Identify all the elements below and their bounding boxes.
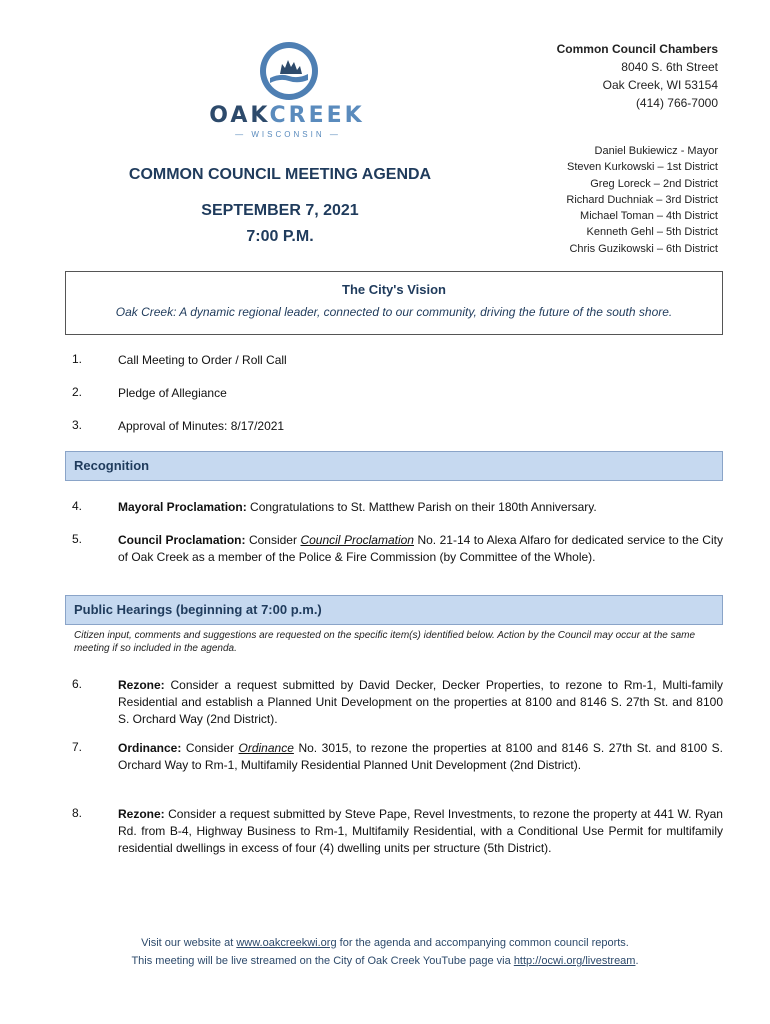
agenda-item-4: Mayoral Proclamation: Congratulations to St. Matthew Parish on their 180th Anniversary.	[118, 500, 597, 514]
footer-livestream-line: This meeting will be live streamed on the City of Oak Creek YouTube page via http://ocwi.org/livestream.	[131, 955, 639, 967]
footer-website-line: Visit our website at www.oakcreekwi.org for the agenda and accompanying common council reports.	[141, 937, 629, 949]
phone-number: (414) 766-7000	[635, 96, 718, 110]
section-recognition: Recognition	[65, 451, 723, 481]
item-number: 1.	[72, 352, 83, 366]
item-number: 6.	[72, 677, 83, 691]
item-number: 5.	[72, 532, 83, 546]
council-member: Chris Guzikowski – 6th District	[569, 242, 718, 255]
item-number: 4.	[72, 499, 83, 513]
logo-subtitle: — WISCONSIN —	[235, 130, 341, 139]
agenda-item: Call Meeting to Order / Roll Call	[118, 353, 287, 367]
hearing-note: Citizen input, comments and suggestions are requested on the specific item(s) identified below. Action by the Council may occur at the same meeting if so included in the agenda.	[74, 630, 696, 654]
council-member: Greg Loreck – 2nd District	[590, 177, 718, 190]
item-number: 2.	[72, 385, 83, 399]
council-member: Richard Duchniak – 3rd District	[566, 193, 718, 206]
section-public-hearings: Public Hearings (beginning at 7:00 p.m.)	[65, 595, 723, 625]
item-number: 3.	[72, 418, 83, 432]
agenda-title: COMMON COUNCIL MEETING AGENDA	[128, 166, 432, 183]
city-address: Oak Creek, WI 53154	[602, 78, 718, 92]
vision-statement: Oak Creek: A dynamic regional leader, connected to our community, driving the future of the south shore.	[115, 305, 673, 319]
council-members-list	[566, 143, 718, 257]
council-member: Kenneth Gehl – 5th District	[586, 226, 718, 239]
logo-wordmark: OAKCREEK	[209, 103, 365, 128]
council-member: Michael Toman – 4th District	[580, 210, 718, 223]
street-address: 8040 S. 6th Street	[621, 60, 718, 74]
agenda-item-8: Rezone: Consider a request submitted by Steve Pape, Revel Investments, to rezone the property at 441 W. Ryan Rd. from B-4, Highway Business to Rm-1, Multifamily Residential, with a Conditional Use Permit for multifamily residential dwellings in excess of four (4) dwelling units per structure (5th District).	[118, 807, 723, 855]
agenda-item-5: Council Proclamation: Consider Council Proclamation No. 21-14 to Alexa Alfaro for dedicated service to the City of Oak Creek as a member of the Police & Fire Commission (by Committee of the Whole).	[118, 533, 723, 564]
vision-box	[65, 271, 723, 335]
ordinance-link[interactable]: Ordinance	[238, 741, 294, 755]
agenda-item: Pledge of Allegiance	[118, 386, 227, 400]
item-number: 8.	[72, 806, 83, 820]
agenda-item-7: Ordinance: Consider Ordinance No. 3015, to rezone the properties at 8100 and 8146 S. 27th St. and 8100 S. Orchard Way to Rm-1, Multifamily Residential Planned Unit Development (2nd District).	[118, 741, 724, 772]
meeting-date: SEPTEMBER 7, 2021	[201, 202, 359, 219]
chambers-label: Common Council Chambers	[556, 42, 718, 56]
agenda-item-6: Rezone: Consider a request submitted by David Decker, Decker Properties, to rezone to Rm-1, Multi-family Residential and establish a Planned Unit Development on the properties at 8100 and 8146 S. 27th St. and 8100 S. Orchard Way (2nd District).	[118, 678, 723, 726]
item-number: 7.	[72, 740, 83, 754]
council-proclamation-link[interactable]: Council Proclamation	[300, 533, 414, 547]
council-member: Daniel Bukiewicz - Mayor	[594, 145, 718, 157]
vision-title: The City's Vision	[342, 282, 446, 297]
agenda-item: Approval of Minutes: 8/17/2021	[118, 419, 285, 433]
council-member: Steven Kurkowski – 1st District	[567, 161, 718, 174]
website-link[interactable]: www.oakcreekwi.org	[236, 937, 337, 949]
livestream-link[interactable]: http://ocwi.org/livestream	[513, 955, 636, 967]
meeting-time: 7:00 P.M.	[246, 228, 314, 245]
oak-creek-logo-icon	[258, 40, 320, 102]
address-block	[557, 40, 718, 112]
